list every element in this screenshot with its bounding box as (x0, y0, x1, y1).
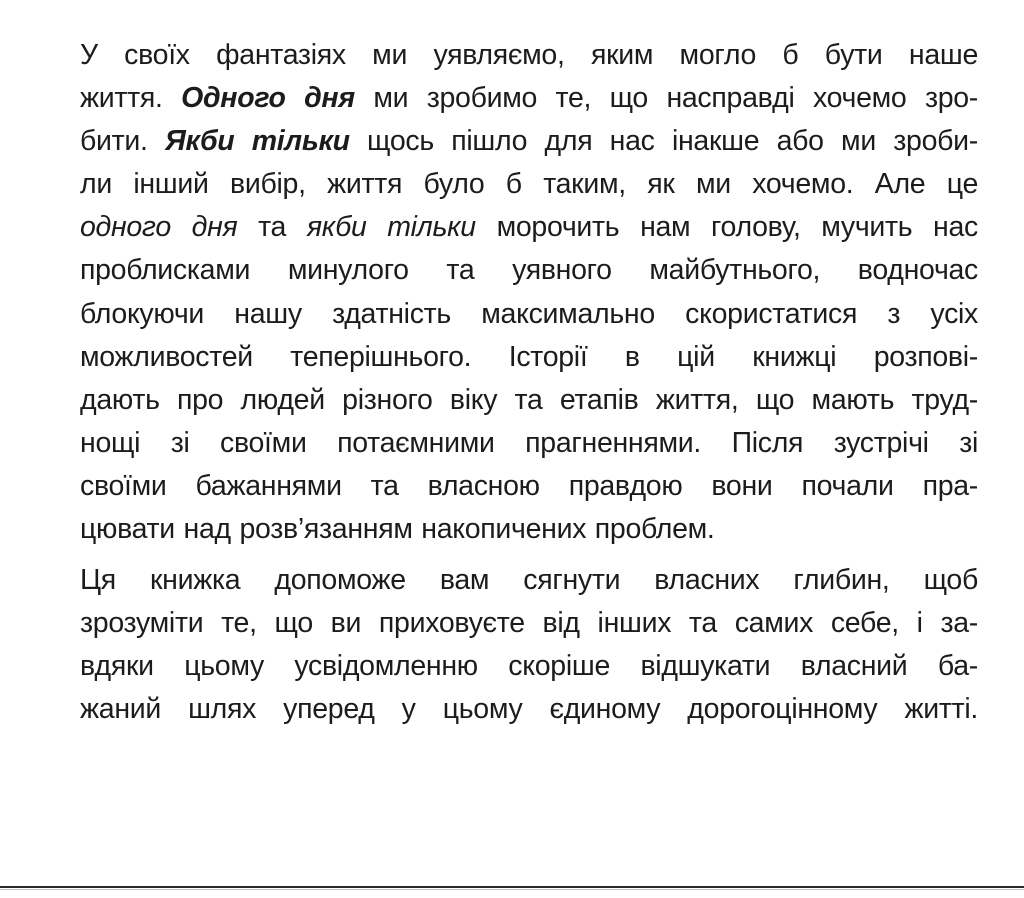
italic-if-only: якби тільки (306, 211, 476, 244)
book-page (32, 34, 978, 732)
text-line: бити. Якби тільки щось пішло для нас інакше або ми зроби- (80, 125, 978, 158)
paragraph-intro (32, 34, 978, 551)
emphasis-if-only: Якби тільки (164, 125, 350, 158)
text-line: вдяки цьому усвідомленню скоріше відшукати власний ба- (80, 650, 978, 683)
page-bottom-rule (0, 886, 1024, 888)
italic-one-day: одного дня (80, 211, 238, 244)
text-line: нощі зі своїми потаємними прагненнями. Після зустрічі зі (80, 426, 978, 459)
text-line: можливостей теперішнього. Історії в цій книжці розпові- (80, 340, 978, 373)
text-line: дають про людей різного віку та етапів життя, що мають труд- (80, 383, 978, 416)
text-line: своїми бажаннями та власною правдою вони почали пра- (80, 469, 978, 502)
emphasis-one-day: Одного дня (181, 82, 355, 115)
text-line: цювати над розв’язанням накопичених проблем. (80, 513, 715, 546)
text-line: проблисками минулого та уявного майбутнього, водночас (80, 254, 978, 287)
paragraph-book-purpose (32, 559, 978, 731)
text-line: зрозуміти те, що ви приховуєте від інших та самих себе, і за- (80, 607, 978, 640)
page-bottom-edge (0, 889, 1024, 890)
text-line: Ця книжка допоможе вам сягнути власних глибин, щоб (80, 564, 978, 597)
text-line: одного дня та якби тільки морочить нам голову, мучить нас (80, 211, 978, 244)
text-line: блокуючи нашу здатність максимально скористатися з усіх (80, 297, 978, 330)
text-line: життя. Одного дня ми зробимо те, що насправді хочемо зро- (80, 82, 978, 115)
text-line: жаний шлях уперед у цьому єдиному дорогоцінному житті. (80, 693, 978, 726)
text-line: У своїх фантазіях ми уявляємо, яким могло б бути наше (80, 39, 978, 71)
text-line: ли інший вибір, життя було б таким, як ми хочемо. Але це (80, 168, 978, 201)
